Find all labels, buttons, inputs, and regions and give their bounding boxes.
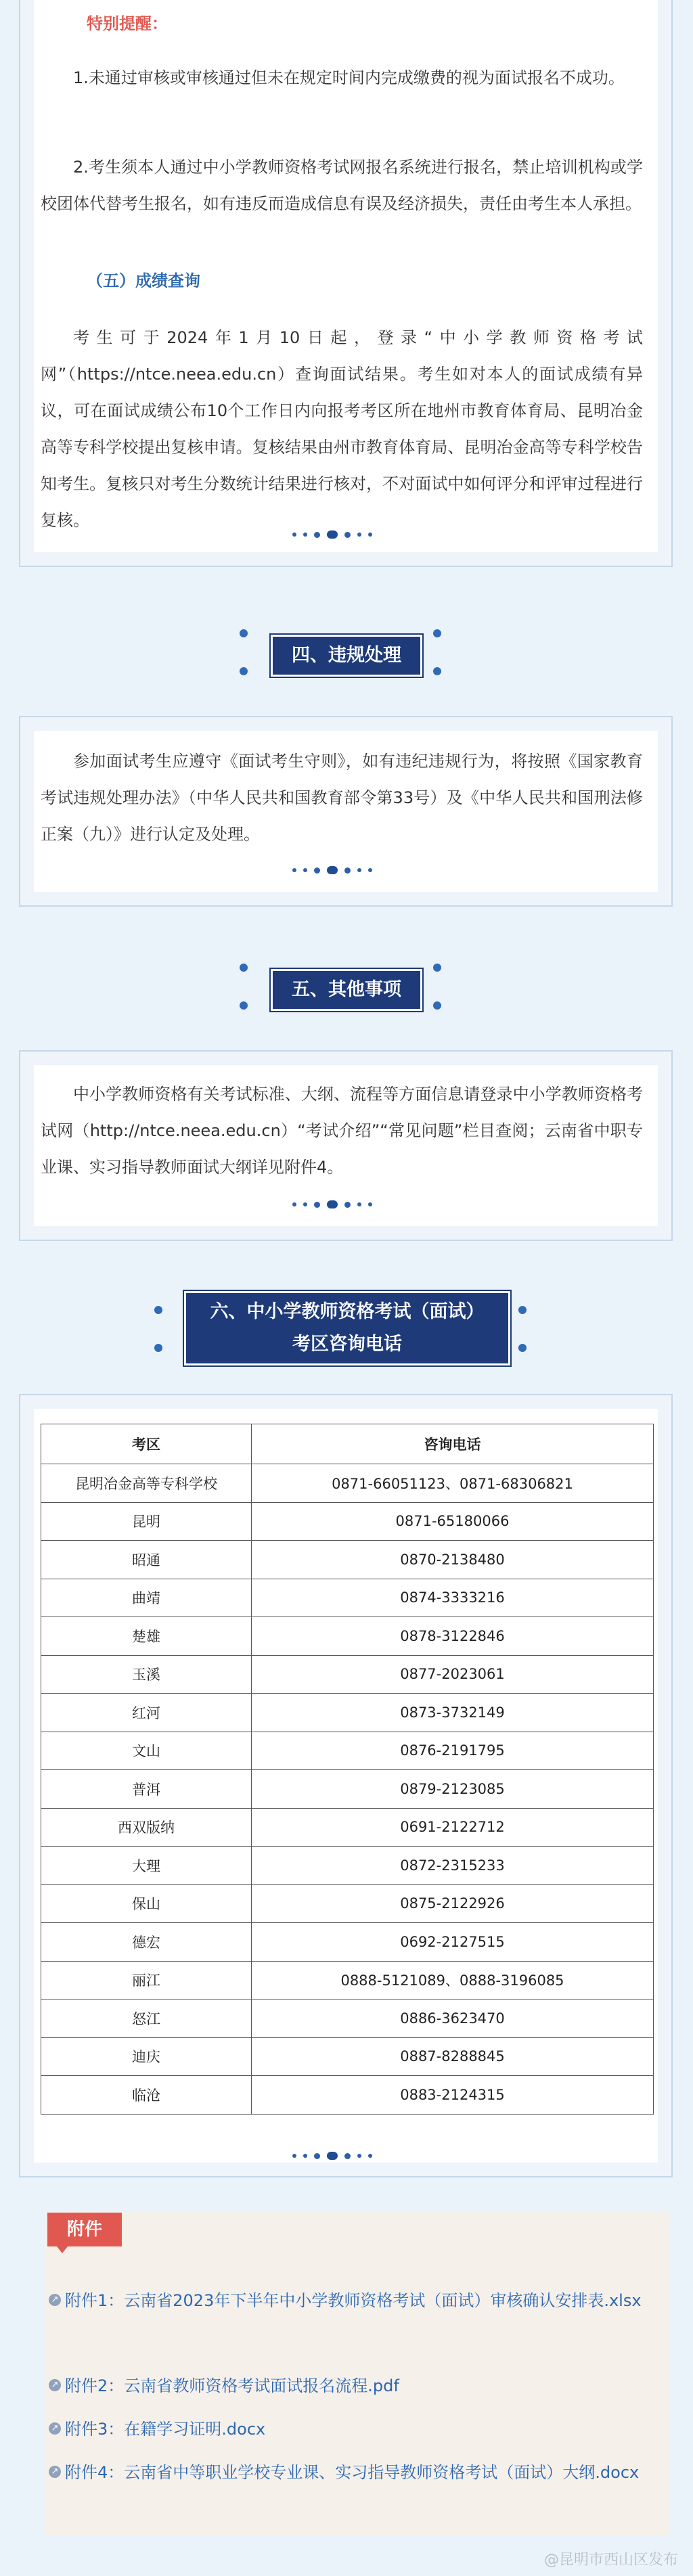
phone-cell: 0875-2122926 (252, 1884, 654, 1923)
table-row (41, 1655, 654, 1694)
reminder-paragraph-1: 1.未通过审核或审核通过但未在规定时间内完成缴费的视为面试报名不成功。 (73, 68, 625, 87)
attachment-icon: ↗ (49, 2466, 61, 2478)
table-row (41, 1999, 654, 2038)
phone-cell: 0887-8288845 (252, 2037, 654, 2076)
region-cell: 普洱 (41, 1770, 252, 1809)
score-query-subtitle: （五）成绩查询 (87, 271, 200, 290)
attachment-label: 附件2：云南省教师资格考试面试报名流程.pdf (65, 2376, 399, 2395)
table-row (41, 1541, 654, 1579)
section-heading-violations: 四、违规处理 (271, 635, 422, 677)
table-row (41, 1502, 654, 1541)
region-cell: 昆明 (41, 1502, 252, 1541)
attachment-link-3[interactable] (49, 2410, 658, 2448)
region-cell: 昆明冶金高等专科学校 (41, 1464, 252, 1503)
table-row (41, 1464, 654, 1503)
section-heading-consultation (184, 1291, 510, 1365)
region-cell: 玉溪 (41, 1655, 252, 1694)
phone-cell: 0879-2123085 (252, 1770, 654, 1809)
attachments-tag-tail (57, 2246, 68, 2253)
consultation-heading-line-1: 六、中小学教师资格考试（面试） (210, 1301, 485, 1322)
attachments-tag: 附件 (47, 2213, 122, 2246)
heading-decor-dot (433, 667, 441, 675)
heading-decor-dot (240, 1001, 248, 1010)
violations-body: 参加面试考生应遵守《面试考生守则》，如有违纪违规行为，将按照《国家教育考试违规处理办法》（中华人民共和国教育部令第33号）及《中华人民共和国刑法修正案（九）》进行认定及处理。 (41, 752, 643, 844)
column-header-phone: 咨询电话 (252, 1424, 654, 1464)
region-cell: 怒江 (41, 1999, 252, 2038)
table-row (41, 1808, 654, 1847)
phone-cell: 0886-3623470 (252, 1999, 654, 2038)
region-cell: 文山 (41, 1732, 252, 1770)
heading-decor-dot (433, 1001, 441, 1010)
divider-dots (292, 865, 372, 876)
other-matters-body: 中小学教师资格有关考试标准、大纲、流程等方面信息请登录中小学教师资格考试网（http://ntce.neea.edu.cn）“考试介绍”“常见问题”栏目查阅；云南省中职专业课、实习指导教师面试大纲详见附件4。 (41, 1085, 643, 1177)
phone-cell: 0691-2122712 (252, 1808, 654, 1847)
phone-cell: 0878-3122846 (252, 1617, 654, 1656)
phone-cell: 0876-2191795 (252, 1732, 654, 1770)
region-cell: 临沧 (41, 2076, 252, 2115)
phone-cell: 0872-2315233 (252, 1847, 654, 1885)
score-query-body: 考生可于2024年1月10日起，登录“中小学教师资格考试网”（https://ntce.neea.edu.cn）查询面试结果。考生如对本人的面试成绩有异议，可在面试成绩公布10个工作日内向报考考区所在地州市教育体育局、昆明冶金高等专科学校提出复核申请。复核结果由州市教育体育局、昆明冶金高等专科学校告知考生。复核只对考生分数统计结果进行核对，不对面试中如何评分和评审过程进行复核。 (41, 328, 643, 530)
heading-decor-dot (433, 629, 441, 637)
phone-cell: 0870-2138480 (252, 1541, 654, 1579)
attachment-icon: ↗ (49, 2294, 61, 2306)
table-row (41, 2076, 654, 2115)
reminder-title: 特别提醒： (87, 14, 168, 33)
consultation-heading-line-2: 考区咨询电话 (292, 1334, 402, 1355)
divider-dots (292, 2150, 372, 2161)
attachment-link-1[interactable] (49, 2282, 658, 2320)
region-cell: 丽江 (41, 1961, 252, 1999)
column-header-region: 考区 (41, 1424, 252, 1464)
heading-decor-dot (240, 667, 248, 675)
heading-decor-dot (154, 1344, 162, 1352)
phone-cell: 0873-3732149 (252, 1694, 654, 1732)
table-row (41, 2037, 654, 2076)
phone-cell: 0692-2127515 (252, 1923, 654, 1962)
region-cell: 大理 (41, 1847, 252, 1885)
region-cell: 保山 (41, 1884, 252, 1923)
attachment-icon: ↗ (49, 2422, 61, 2435)
table-header-row (41, 1424, 654, 1464)
attachment-label: 附件1：云南省2023年下半年中小学教师资格考试（面试）审核确认安排表.xlsx (65, 2291, 642, 2310)
reminder-paragraph-2: 2.考生须本人通过中小学教师资格考试网报名系统进行报名，禁止培训机构或学校团体代替考生报名，如有违反而造成信息有误及经济损失，责任由考生本人承担。 (41, 158, 643, 213)
heading-decor-dot (154, 1306, 162, 1314)
section-heading-other: 五、其他事项 (271, 969, 422, 1011)
table-row (41, 1961, 654, 1999)
attachment-icon: ↗ (49, 2379, 61, 2391)
table-row (41, 1694, 654, 1732)
region-cell: 迪庆 (41, 2037, 252, 2076)
attachment-label: 附件3：在籍学习证明.docx (65, 2420, 266, 2439)
heading-decor-dot (240, 964, 248, 972)
attachment-label: 附件4：云南省中等职业学校专业课、实习指导教师资格考试（面试）大纲.docx (65, 2463, 640, 2482)
region-cell: 楚雄 (41, 1617, 252, 1656)
region-cell: 德宏 (41, 1923, 252, 1962)
watermark: @昆明市西山区发布 (543, 2552, 678, 2569)
phone-cell: 0883-2124315 (252, 2076, 654, 2115)
table-row (41, 1923, 654, 1962)
heading-decor-dot (240, 629, 248, 637)
table-row (41, 1617, 654, 1656)
region-cell: 红河 (41, 1694, 252, 1732)
table-row (41, 1847, 654, 1885)
phone-cell: 0877-2023061 (252, 1655, 654, 1694)
table-row (41, 1770, 654, 1809)
attachment-link-4[interactable] (49, 2454, 658, 2491)
region-cell: 昭通 (41, 1541, 252, 1579)
region-cell: 曲靖 (41, 1579, 252, 1617)
phone-cell: 0871-65180066 (252, 1502, 654, 1541)
phone-cell: 0871-66051123、0871-68306821 (252, 1464, 654, 1503)
divider-dots (292, 1199, 372, 1210)
table-row (41, 1884, 654, 1923)
table-row (41, 1579, 654, 1617)
attachment-link-2[interactable] (49, 2367, 658, 2405)
region-cell: 西双版纳 (41, 1808, 252, 1847)
divider-dots (292, 529, 372, 540)
table-row (41, 1732, 654, 1770)
heading-decor-dot (518, 1306, 527, 1314)
phone-cell: 0888-5121089、0888-3196085 (252, 1961, 654, 1999)
heading-decor-dot (518, 1344, 527, 1352)
consultation-phone-table (41, 1424, 654, 2115)
phone-cell: 0874-3333216 (252, 1579, 654, 1617)
heading-decor-dot (433, 964, 441, 972)
